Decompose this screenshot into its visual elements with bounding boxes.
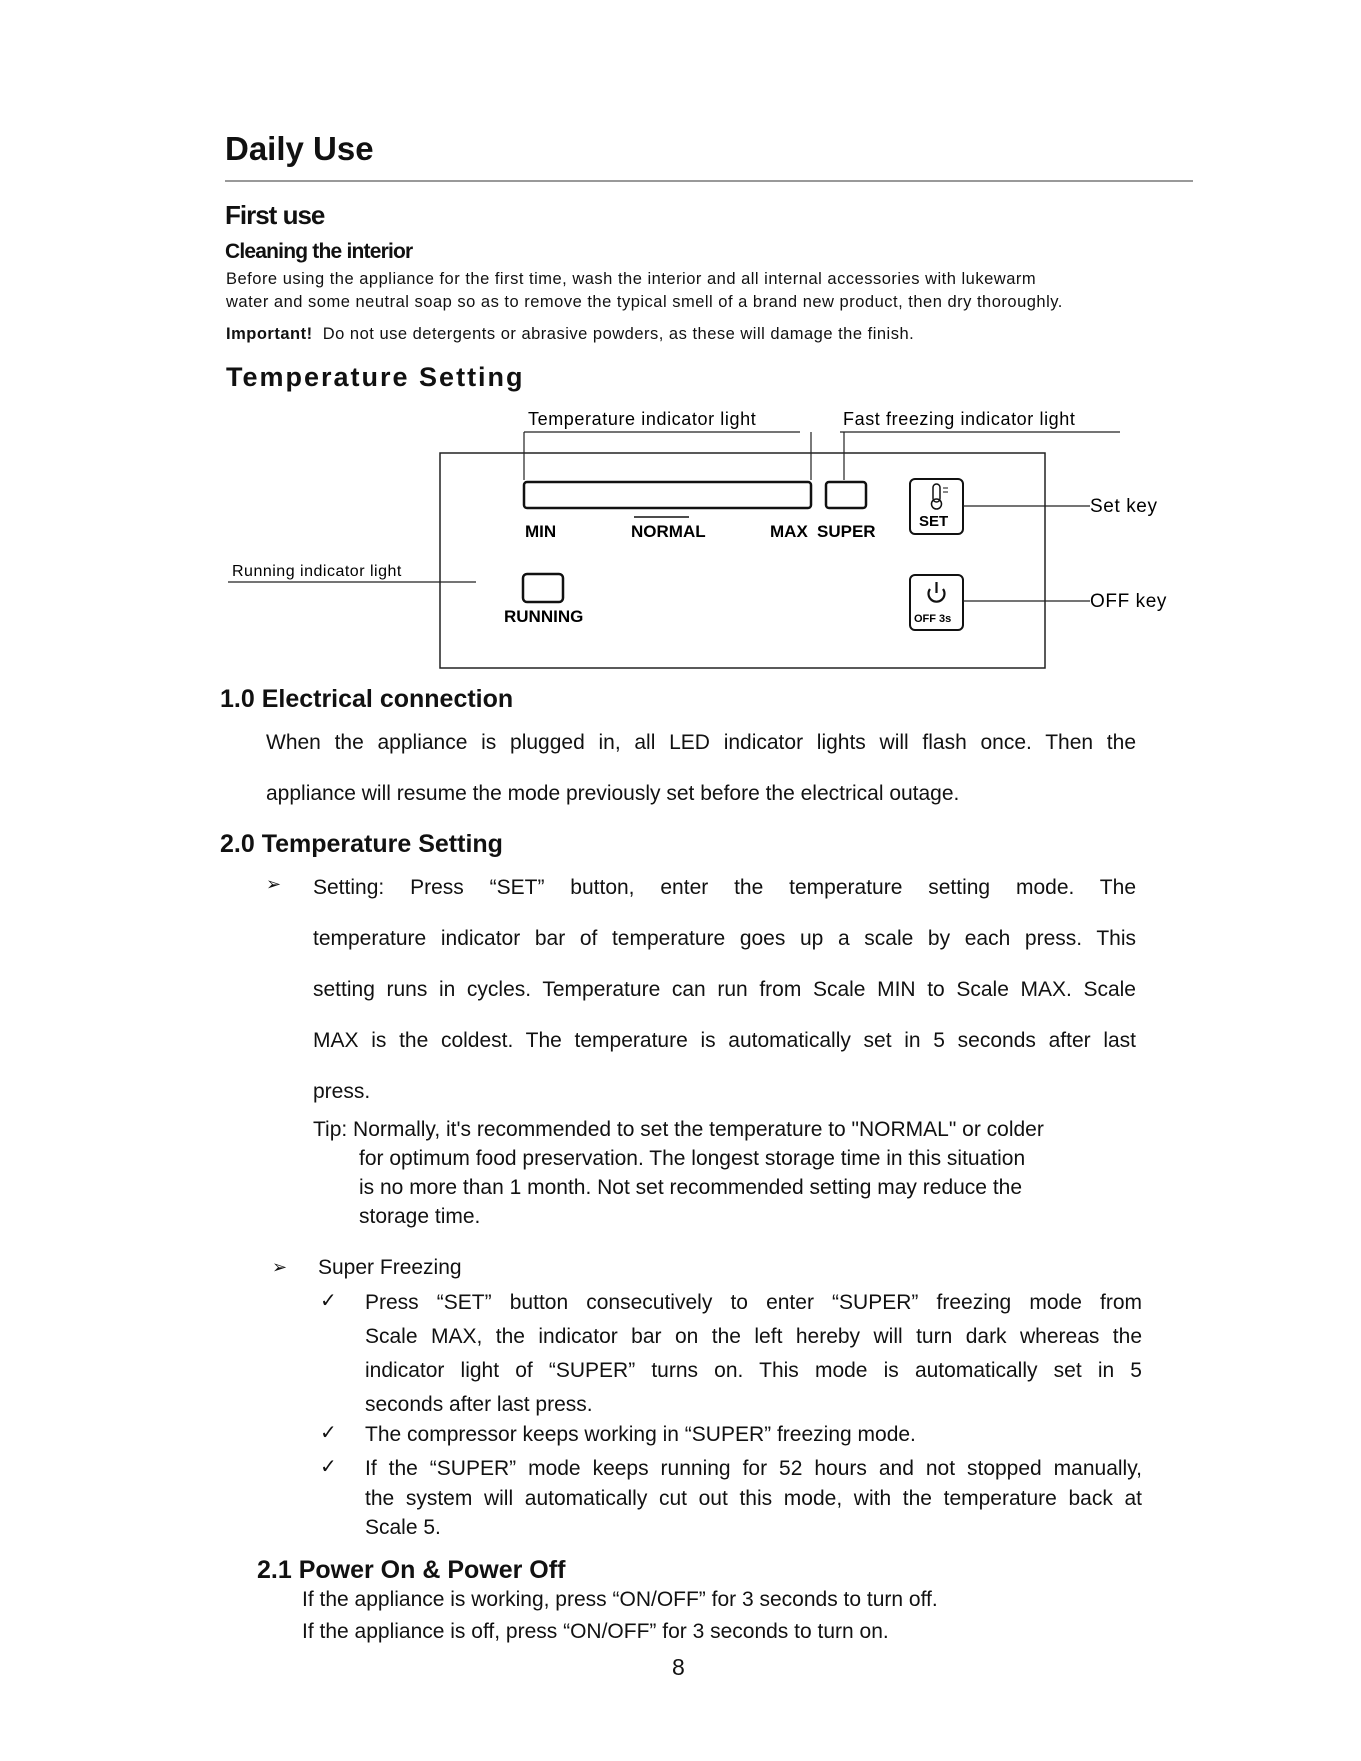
setting-line-1: Setting: Press “SET” button, enter the temperature setting mode. The — [313, 876, 1136, 899]
arrow-bullet-icon: ➢ — [266, 874, 282, 894]
checkmark-icon: ✓ — [320, 1422, 337, 1444]
checkmark-icon: ✓ — [320, 1456, 337, 1478]
tip-line-3: is no more than 1 month. Not set recommended setting may reduce the — [359, 1176, 1023, 1199]
set-key-callout: Set key — [1090, 496, 1158, 517]
page-title: Daily Use — [225, 130, 374, 167]
important-label: Important! — [226, 325, 313, 343]
fast-freezing-callout: Fast freezing indicator light — [843, 409, 1076, 429]
super-item-1-line-2: Scale MAX, the indicator bar on the left hereby will turn dark whereas the — [365, 1325, 1142, 1348]
super-freezing-heading: Super Freezing — [318, 1256, 462, 1279]
temp-indicator-callout: Temperature indicator light — [528, 409, 757, 429]
tip-line-4: storage time. — [359, 1205, 481, 1228]
running-label: RUNNING — [504, 607, 584, 626]
power-heading: 2.1 Power On & Power Off — [257, 1556, 566, 1584]
cleaning-line-1: Before using the appliance for the first time, wash the interior and all internal accessories with lukewarm — [226, 270, 1037, 288]
page-number: 8 — [672, 1654, 685, 1680]
temperature-indicator-bar — [524, 482, 811, 508]
off-button-label: OFF 3s — [914, 613, 952, 625]
temp-section-heading: 2.0 Temperature Setting — [220, 830, 503, 858]
scale-normal-label: NORMAL — [631, 522, 706, 541]
scale-max-label: MAX — [770, 522, 808, 541]
cleaning-heading: Cleaning the interior — [225, 240, 413, 263]
checkmark-icon: ✓ — [320, 1290, 337, 1312]
control-panel-diagram — [0, 400, 1361, 680]
super-item-3-line-2: the system will automatically cut out this mode, with the temperature back at — [365, 1487, 1142, 1510]
power-line-1: If the appliance is working, press “ON/OFF” for 3 seconds to turn off. — [302, 1588, 938, 1611]
important-note — [226, 323, 914, 345]
super-indicator-light — [826, 482, 866, 508]
setting-line-3: setting runs in cycles. Temperature can run from Scale MIN to Scale MAX. Scale — [313, 978, 1136, 1001]
tip-line-1: Tip: Normally, it's recommended to set the temperature to "NORMAL" or colder — [313, 1118, 1044, 1141]
super-item-2: The compressor keeps working in “SUPER” freezing mode. — [365, 1423, 916, 1446]
super-item-1-line-1: Press “SET” button consecutively to enter “SUPER” freezing mode from — [365, 1291, 1142, 1314]
setting-line-5: press. — [313, 1080, 371, 1103]
setting-line-2: temperature indicator bar of temperature goes up a scale by each press. This — [313, 927, 1136, 950]
set-button-label: SET — [919, 513, 949, 530]
first-use-heading: First use — [225, 200, 325, 230]
off-key-callout: OFF key — [1090, 591, 1168, 612]
set-button[interactable] — [910, 479, 963, 534]
super-item-3-line-3: Scale 5. — [365, 1516, 441, 1539]
super-item-1-line-4: seconds after last press. — [365, 1393, 593, 1416]
title-divider — [225, 180, 1193, 182]
power-line-2: If the appliance is off, press “ON/OFF” for 3 seconds to turn on. — [302, 1620, 889, 1643]
electrical-heading: 1.0 Electrical connection — [220, 685, 514, 713]
important-text: Do not use detergents or abrasive powders, as these will damage the finish. — [322, 325, 915, 343]
setting-line-4: MAX is the coldest. The temperature is automatically set in 5 seconds after last — [313, 1029, 1136, 1052]
temperature-setting-heading: Temperature Setting — [226, 362, 525, 392]
arrow-bullet-icon: ➢ — [272, 1257, 288, 1277]
off-button[interactable] — [910, 575, 963, 630]
super-label: SUPER — [817, 522, 876, 541]
cleaning-line-2: water and some neutral soap so as to remove the typical smell of a brand new product, then dry thoroughly. — [226, 293, 1063, 311]
scale-min-label: MIN — [525, 522, 557, 541]
electrical-line-1: When the appliance is plugged in, all LED indicator lights will flash once. Then the — [266, 731, 1136, 754]
super-item-1-line-3: indicator light of “SUPER” turns on. This mode is automatically set in 5 — [365, 1359, 1142, 1382]
running-indicator-light — [523, 574, 563, 602]
super-item-3-line-1: If the “SUPER” mode keeps running for 52 hours and not stopped manually, — [365, 1457, 1142, 1480]
tip-line-2: for optimum food preservation. The longest storage time in this situation — [359, 1147, 1026, 1170]
running-indicator-callout: Running indicator light — [232, 563, 402, 580]
electrical-line-2: appliance will resume the mode previously set before the electrical outage. — [266, 782, 960, 805]
